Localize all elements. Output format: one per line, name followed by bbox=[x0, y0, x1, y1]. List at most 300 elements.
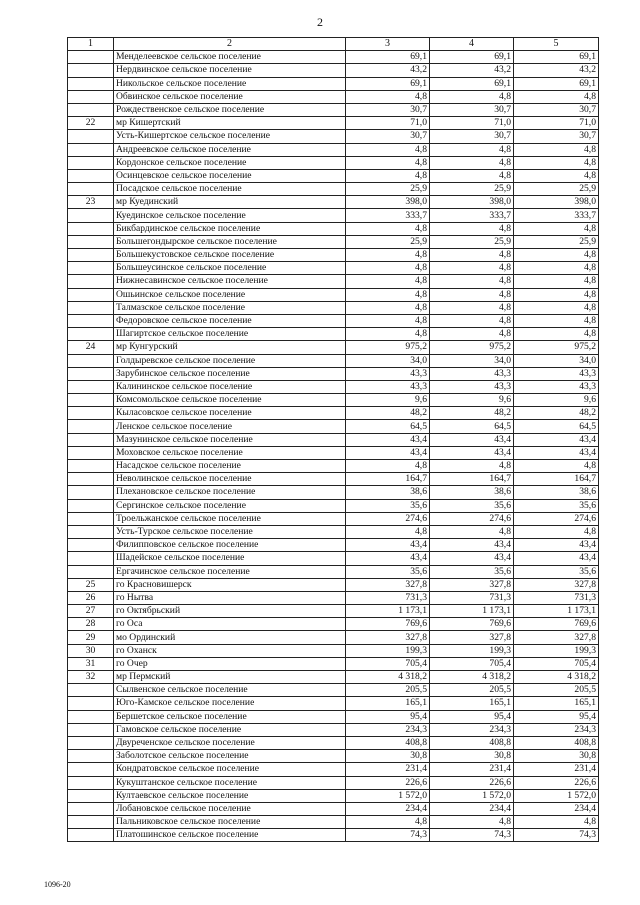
name-cell: Нижнесавинское сельское поселение bbox=[114, 275, 346, 288]
column-header: 1 bbox=[68, 38, 114, 51]
value-cell: 64,5 bbox=[430, 420, 514, 433]
value-cell: 4,8 bbox=[514, 90, 599, 103]
name-cell: Большекустовское сельское поселение bbox=[114, 249, 346, 262]
table-row bbox=[68, 486, 599, 499]
name-cell: Двуреченское сельское поселение bbox=[114, 736, 346, 749]
value-cell: 43,4 bbox=[430, 446, 514, 459]
row-number-cell bbox=[68, 789, 114, 802]
table-row bbox=[68, 288, 599, 301]
table-row bbox=[68, 671, 599, 684]
value-cell: 9,6 bbox=[346, 394, 430, 407]
value-cell: 30,7 bbox=[430, 130, 514, 143]
value-cell: 69,1 bbox=[346, 51, 430, 64]
row-number-cell bbox=[68, 64, 114, 77]
table-row bbox=[68, 341, 599, 354]
value-cell: 231,4 bbox=[430, 763, 514, 776]
row-number-cell bbox=[68, 723, 114, 736]
value-cell: 43,3 bbox=[346, 380, 430, 393]
value-cell: 43,3 bbox=[430, 380, 514, 393]
value-cell: 43,4 bbox=[346, 446, 430, 459]
value-cell: 43,4 bbox=[430, 539, 514, 552]
column-header: 5 bbox=[514, 38, 599, 51]
table-row bbox=[68, 130, 599, 143]
table-row bbox=[68, 684, 599, 697]
name-cell: Ергачинское сельское поселение bbox=[114, 565, 346, 578]
value-cell: 43,4 bbox=[514, 539, 599, 552]
row-number-cell bbox=[68, 816, 114, 829]
table-row bbox=[68, 736, 599, 749]
value-cell: 4,8 bbox=[514, 301, 599, 314]
row-number-cell bbox=[68, 275, 114, 288]
table-row bbox=[68, 631, 599, 644]
name-cell: Калининское сельское поселение bbox=[114, 380, 346, 393]
value-cell: 408,8 bbox=[514, 736, 599, 749]
value-cell: 43,3 bbox=[346, 367, 430, 380]
value-cell: 165,1 bbox=[514, 697, 599, 710]
value-cell: 4,8 bbox=[430, 525, 514, 538]
value-cell: 1 572,0 bbox=[514, 789, 599, 802]
table-row bbox=[68, 552, 599, 565]
name-cell: Култаевское сельское поселение bbox=[114, 789, 346, 802]
table-row bbox=[68, 829, 599, 842]
table-row bbox=[68, 776, 599, 789]
row-number-cell bbox=[68, 209, 114, 222]
value-cell: 95,4 bbox=[430, 710, 514, 723]
value-cell: 4,8 bbox=[346, 314, 430, 327]
table-row bbox=[68, 51, 599, 64]
value-cell: 30,7 bbox=[346, 103, 430, 116]
table-row bbox=[68, 750, 599, 763]
row-number-cell bbox=[68, 354, 114, 367]
name-cell: Андреевское сельское поселение bbox=[114, 143, 346, 156]
name-cell: Неволинское сельское поселение bbox=[114, 473, 346, 486]
row-number-cell bbox=[68, 222, 114, 235]
value-cell: 4,8 bbox=[430, 275, 514, 288]
value-cell: 1 173,1 bbox=[430, 605, 514, 618]
table-row bbox=[68, 697, 599, 710]
value-cell: 69,1 bbox=[430, 77, 514, 90]
value-cell: 69,1 bbox=[514, 77, 599, 90]
row-number-cell bbox=[68, 750, 114, 763]
value-cell: 25,9 bbox=[430, 183, 514, 196]
name-cell: мр Пермский bbox=[114, 671, 346, 684]
value-cell: 74,3 bbox=[514, 829, 599, 842]
table-row bbox=[68, 209, 599, 222]
value-cell: 69,1 bbox=[514, 51, 599, 64]
value-cell: 35,6 bbox=[514, 499, 599, 512]
name-cell: Сергинское сельское поселение bbox=[114, 499, 346, 512]
table-row bbox=[68, 90, 599, 103]
table-row bbox=[68, 249, 599, 262]
value-cell: 4,8 bbox=[346, 262, 430, 275]
value-cell: 4,8 bbox=[346, 222, 430, 235]
row-number-cell: 28 bbox=[68, 618, 114, 631]
row-number-cell bbox=[68, 499, 114, 512]
value-cell: 4,8 bbox=[514, 143, 599, 156]
value-cell: 4,8 bbox=[346, 169, 430, 182]
row-number-cell: 32 bbox=[68, 671, 114, 684]
row-number-cell bbox=[68, 394, 114, 407]
value-cell: 4,8 bbox=[514, 525, 599, 538]
row-number-cell bbox=[68, 301, 114, 314]
row-number-cell bbox=[68, 235, 114, 248]
value-cell: 165,1 bbox=[430, 697, 514, 710]
row-number-cell: 31 bbox=[68, 657, 114, 670]
value-cell: 4,8 bbox=[430, 90, 514, 103]
value-cell: 333,7 bbox=[430, 209, 514, 222]
value-cell: 975,2 bbox=[346, 341, 430, 354]
table-row bbox=[68, 314, 599, 327]
table-row bbox=[68, 565, 599, 578]
row-number-cell bbox=[68, 143, 114, 156]
value-cell: 769,6 bbox=[430, 618, 514, 631]
table-row bbox=[68, 618, 599, 631]
value-cell: 4,8 bbox=[346, 156, 430, 169]
value-cell: 43,2 bbox=[514, 64, 599, 77]
value-cell: 95,4 bbox=[346, 710, 430, 723]
name-cell: Моховское сельское поселение bbox=[114, 446, 346, 459]
row-number-cell bbox=[68, 525, 114, 538]
table-row bbox=[68, 196, 599, 209]
name-cell: Кордонское сельское поселение bbox=[114, 156, 346, 169]
value-cell: 4,8 bbox=[346, 275, 430, 288]
table-row bbox=[68, 420, 599, 433]
value-cell: 25,9 bbox=[346, 183, 430, 196]
value-cell: 4,8 bbox=[430, 249, 514, 262]
column-header: 4 bbox=[430, 38, 514, 51]
value-cell: 35,6 bbox=[514, 565, 599, 578]
row-number-cell bbox=[68, 51, 114, 64]
name-cell: Осинцевское сельское поселение bbox=[114, 169, 346, 182]
value-cell: 231,4 bbox=[514, 763, 599, 776]
table-row bbox=[68, 103, 599, 116]
value-cell: 4,8 bbox=[430, 301, 514, 314]
row-number-cell: 25 bbox=[68, 578, 114, 591]
value-cell: 4,8 bbox=[514, 460, 599, 473]
row-number-cell bbox=[68, 473, 114, 486]
value-cell: 4,8 bbox=[430, 262, 514, 275]
value-cell: 4 318,2 bbox=[514, 671, 599, 684]
value-cell: 705,4 bbox=[346, 657, 430, 670]
value-cell: 25,9 bbox=[346, 235, 430, 248]
value-cell: 327,8 bbox=[430, 578, 514, 591]
value-cell: 4,8 bbox=[514, 156, 599, 169]
name-cell: Кыласовское сельское поселение bbox=[114, 407, 346, 420]
value-cell: 705,4 bbox=[514, 657, 599, 670]
value-cell: 4,8 bbox=[430, 314, 514, 327]
value-cell: 769,6 bbox=[346, 618, 430, 631]
value-cell: 48,2 bbox=[346, 407, 430, 420]
table-row bbox=[68, 380, 599, 393]
name-cell: мр Кишертский bbox=[114, 117, 346, 130]
value-cell: 9,6 bbox=[514, 394, 599, 407]
value-cell: 705,4 bbox=[430, 657, 514, 670]
value-cell: 164,7 bbox=[430, 473, 514, 486]
value-cell: 43,2 bbox=[430, 64, 514, 77]
table-row bbox=[68, 473, 599, 486]
name-cell: Голдыревское сельское поселение bbox=[114, 354, 346, 367]
value-cell: 4,8 bbox=[514, 222, 599, 235]
table-row bbox=[68, 354, 599, 367]
row-number-cell bbox=[68, 183, 114, 196]
table-row bbox=[68, 578, 599, 591]
value-cell: 274,6 bbox=[430, 512, 514, 525]
value-cell: 4,8 bbox=[430, 460, 514, 473]
name-cell: го Октябрьский bbox=[114, 605, 346, 618]
name-cell: Троельжанское сельское поселение bbox=[114, 512, 346, 525]
value-cell: 4,8 bbox=[346, 816, 430, 829]
row-number-cell bbox=[68, 90, 114, 103]
value-cell: 43,4 bbox=[430, 433, 514, 446]
table-row bbox=[68, 222, 599, 235]
value-cell: 327,8 bbox=[514, 631, 599, 644]
row-number-cell bbox=[68, 288, 114, 301]
table-row bbox=[68, 275, 599, 288]
table-row bbox=[68, 539, 599, 552]
table-row bbox=[68, 460, 599, 473]
value-cell: 1 572,0 bbox=[430, 789, 514, 802]
row-number-cell bbox=[68, 763, 114, 776]
name-cell: Плехановское сельское поселение bbox=[114, 486, 346, 499]
value-cell: 30,8 bbox=[514, 750, 599, 763]
table-row bbox=[68, 183, 599, 196]
value-cell: 333,7 bbox=[346, 209, 430, 222]
table-header-row bbox=[68, 38, 599, 51]
name-cell: Комсомольское сельское поселение bbox=[114, 394, 346, 407]
row-number-cell: 26 bbox=[68, 591, 114, 604]
value-cell: 43,4 bbox=[514, 552, 599, 565]
name-cell: Юго-Камское сельское поселение bbox=[114, 697, 346, 710]
name-cell: го Оханск bbox=[114, 644, 346, 657]
value-cell: 165,1 bbox=[346, 697, 430, 710]
value-cell: 4,8 bbox=[514, 275, 599, 288]
name-cell: Насадское сельское поселение bbox=[114, 460, 346, 473]
table-row bbox=[68, 605, 599, 618]
value-cell: 4,8 bbox=[514, 262, 599, 275]
value-cell: 64,5 bbox=[346, 420, 430, 433]
value-cell: 327,8 bbox=[514, 578, 599, 591]
table-row bbox=[68, 802, 599, 815]
value-cell: 9,6 bbox=[430, 394, 514, 407]
value-cell: 38,6 bbox=[346, 486, 430, 499]
name-cell: Нердвинское сельское поселение bbox=[114, 64, 346, 77]
name-cell: Лобановское сельское поселение bbox=[114, 802, 346, 815]
name-cell: го Красновишерск bbox=[114, 578, 346, 591]
value-cell: 4,8 bbox=[514, 314, 599, 327]
value-cell: 1 173,1 bbox=[514, 605, 599, 618]
value-cell: 205,5 bbox=[514, 684, 599, 697]
value-cell: 34,0 bbox=[430, 354, 514, 367]
table-row bbox=[68, 262, 599, 275]
page-number: 2 bbox=[317, 15, 323, 29]
value-cell: 408,8 bbox=[430, 736, 514, 749]
name-cell: Менделеевское сельское поселение bbox=[114, 51, 346, 64]
table-row bbox=[68, 710, 599, 723]
name-cell: Шагиртское сельское поселение bbox=[114, 328, 346, 341]
row-number-cell bbox=[68, 776, 114, 789]
value-cell: 43,3 bbox=[514, 380, 599, 393]
row-number-cell bbox=[68, 684, 114, 697]
value-cell: 234,3 bbox=[346, 723, 430, 736]
name-cell: Бершетское сельское поселение bbox=[114, 710, 346, 723]
name-cell: Куединское сельское поселение bbox=[114, 209, 346, 222]
table-row bbox=[68, 64, 599, 77]
value-cell: 34,0 bbox=[514, 354, 599, 367]
value-cell: 4,8 bbox=[346, 249, 430, 262]
value-cell: 4 318,2 bbox=[430, 671, 514, 684]
table-row bbox=[68, 77, 599, 90]
value-cell: 327,8 bbox=[430, 631, 514, 644]
name-cell: Обвинское сельское поселение bbox=[114, 90, 346, 103]
value-cell: 4,8 bbox=[514, 288, 599, 301]
value-cell: 95,4 bbox=[514, 710, 599, 723]
value-cell: 34,0 bbox=[346, 354, 430, 367]
value-cell: 408,8 bbox=[346, 736, 430, 749]
value-cell: 731,3 bbox=[430, 591, 514, 604]
name-cell: Большеусинское сельское поселение bbox=[114, 262, 346, 275]
row-number-cell bbox=[68, 367, 114, 380]
value-cell: 4,8 bbox=[430, 816, 514, 829]
value-cell: 205,5 bbox=[430, 684, 514, 697]
value-cell: 30,8 bbox=[346, 750, 430, 763]
value-cell: 234,4 bbox=[514, 802, 599, 815]
row-number-cell bbox=[68, 710, 114, 723]
table-row bbox=[68, 446, 599, 459]
name-cell: Никольское сельское поселение bbox=[114, 77, 346, 90]
name-cell: Сылвенское сельское поселение bbox=[114, 684, 346, 697]
value-cell: 25,9 bbox=[514, 235, 599, 248]
table-row bbox=[68, 644, 599, 657]
value-cell: 71,0 bbox=[430, 117, 514, 130]
value-cell: 35,6 bbox=[346, 565, 430, 578]
value-cell: 327,8 bbox=[346, 578, 430, 591]
value-cell: 4,8 bbox=[430, 328, 514, 341]
table-row bbox=[68, 235, 599, 248]
row-number-cell bbox=[68, 460, 114, 473]
value-cell: 234,4 bbox=[430, 802, 514, 815]
row-number-cell bbox=[68, 262, 114, 275]
table-row bbox=[68, 433, 599, 446]
row-number-cell bbox=[68, 169, 114, 182]
name-cell: Шадейское сельское поселение bbox=[114, 552, 346, 565]
row-number-cell bbox=[68, 380, 114, 393]
value-cell: 4,8 bbox=[430, 169, 514, 182]
value-cell: 43,4 bbox=[430, 552, 514, 565]
table-row bbox=[68, 816, 599, 829]
value-cell: 199,3 bbox=[346, 644, 430, 657]
row-number-cell: 22 bbox=[68, 117, 114, 130]
value-cell: 30,7 bbox=[514, 103, 599, 116]
value-cell: 43,3 bbox=[514, 367, 599, 380]
value-cell: 4,8 bbox=[430, 143, 514, 156]
column-header: 2 bbox=[114, 38, 346, 51]
row-number-cell bbox=[68, 328, 114, 341]
name-cell: Талмазское сельское поселение bbox=[114, 301, 346, 314]
row-number-cell: 27 bbox=[68, 605, 114, 618]
value-cell: 4,8 bbox=[514, 816, 599, 829]
row-number-cell bbox=[68, 512, 114, 525]
value-cell: 231,4 bbox=[346, 763, 430, 776]
value-cell: 74,3 bbox=[346, 829, 430, 842]
value-cell: 1 173,1 bbox=[346, 605, 430, 618]
value-cell: 205,5 bbox=[346, 684, 430, 697]
value-cell: 64,5 bbox=[514, 420, 599, 433]
name-cell: мр Куединский bbox=[114, 196, 346, 209]
value-cell: 48,2 bbox=[514, 407, 599, 420]
value-cell: 43,4 bbox=[514, 433, 599, 446]
value-cell: 4,8 bbox=[514, 169, 599, 182]
name-cell: го Очер bbox=[114, 657, 346, 670]
value-cell: 71,0 bbox=[346, 117, 430, 130]
value-cell: 43,3 bbox=[430, 367, 514, 380]
value-cell: 48,2 bbox=[430, 407, 514, 420]
name-cell: Заболотское сельское поселение bbox=[114, 750, 346, 763]
value-cell: 234,4 bbox=[346, 802, 430, 815]
value-cell: 38,6 bbox=[430, 486, 514, 499]
name-cell: Мазунинское сельское поселение bbox=[114, 433, 346, 446]
value-cell: 74,3 bbox=[430, 829, 514, 842]
row-number-cell bbox=[68, 539, 114, 552]
row-number-cell bbox=[68, 407, 114, 420]
value-cell: 43,4 bbox=[346, 552, 430, 565]
table-row bbox=[68, 723, 599, 736]
row-number-cell bbox=[68, 552, 114, 565]
value-cell: 234,3 bbox=[514, 723, 599, 736]
name-cell: Большегондырское сельское поселение bbox=[114, 235, 346, 248]
row-number-cell bbox=[68, 697, 114, 710]
name-cell: Кондратовское сельское поселение bbox=[114, 763, 346, 776]
table-row bbox=[68, 117, 599, 130]
value-cell: 30,7 bbox=[430, 103, 514, 116]
name-cell: Ошьинское сельское поселение bbox=[114, 288, 346, 301]
table-row bbox=[68, 394, 599, 407]
row-number-cell bbox=[68, 77, 114, 90]
row-number-cell: 30 bbox=[68, 644, 114, 657]
value-cell: 4,8 bbox=[346, 288, 430, 301]
table-row bbox=[68, 301, 599, 314]
value-cell: 43,4 bbox=[514, 446, 599, 459]
value-cell: 30,8 bbox=[430, 750, 514, 763]
row-number-cell bbox=[68, 314, 114, 327]
table-row bbox=[68, 512, 599, 525]
value-cell: 4,8 bbox=[346, 143, 430, 156]
row-number-cell bbox=[68, 433, 114, 446]
row-number-cell bbox=[68, 420, 114, 433]
name-cell: Гамовское сельское поселение bbox=[114, 723, 346, 736]
value-cell: 43,2 bbox=[346, 64, 430, 77]
name-cell: Федоровское сельское поселение bbox=[114, 314, 346, 327]
table-row bbox=[68, 657, 599, 670]
value-cell: 4,8 bbox=[346, 525, 430, 538]
value-cell: 164,7 bbox=[346, 473, 430, 486]
value-cell: 731,3 bbox=[346, 591, 430, 604]
name-cell: Пальниковское сельское поселение bbox=[114, 816, 346, 829]
row-number-cell bbox=[68, 130, 114, 143]
row-number-cell: 24 bbox=[68, 341, 114, 354]
table-row bbox=[68, 328, 599, 341]
value-cell: 4,8 bbox=[514, 249, 599, 262]
value-cell: 25,9 bbox=[514, 183, 599, 196]
value-cell: 25,9 bbox=[430, 235, 514, 248]
table-row bbox=[68, 407, 599, 420]
value-cell: 4,8 bbox=[430, 288, 514, 301]
value-cell: 226,6 bbox=[430, 776, 514, 789]
value-cell: 43,4 bbox=[346, 433, 430, 446]
row-number-cell: 29 bbox=[68, 631, 114, 644]
value-cell: 30,7 bbox=[514, 130, 599, 143]
value-cell: 226,6 bbox=[346, 776, 430, 789]
value-cell: 4,8 bbox=[346, 90, 430, 103]
